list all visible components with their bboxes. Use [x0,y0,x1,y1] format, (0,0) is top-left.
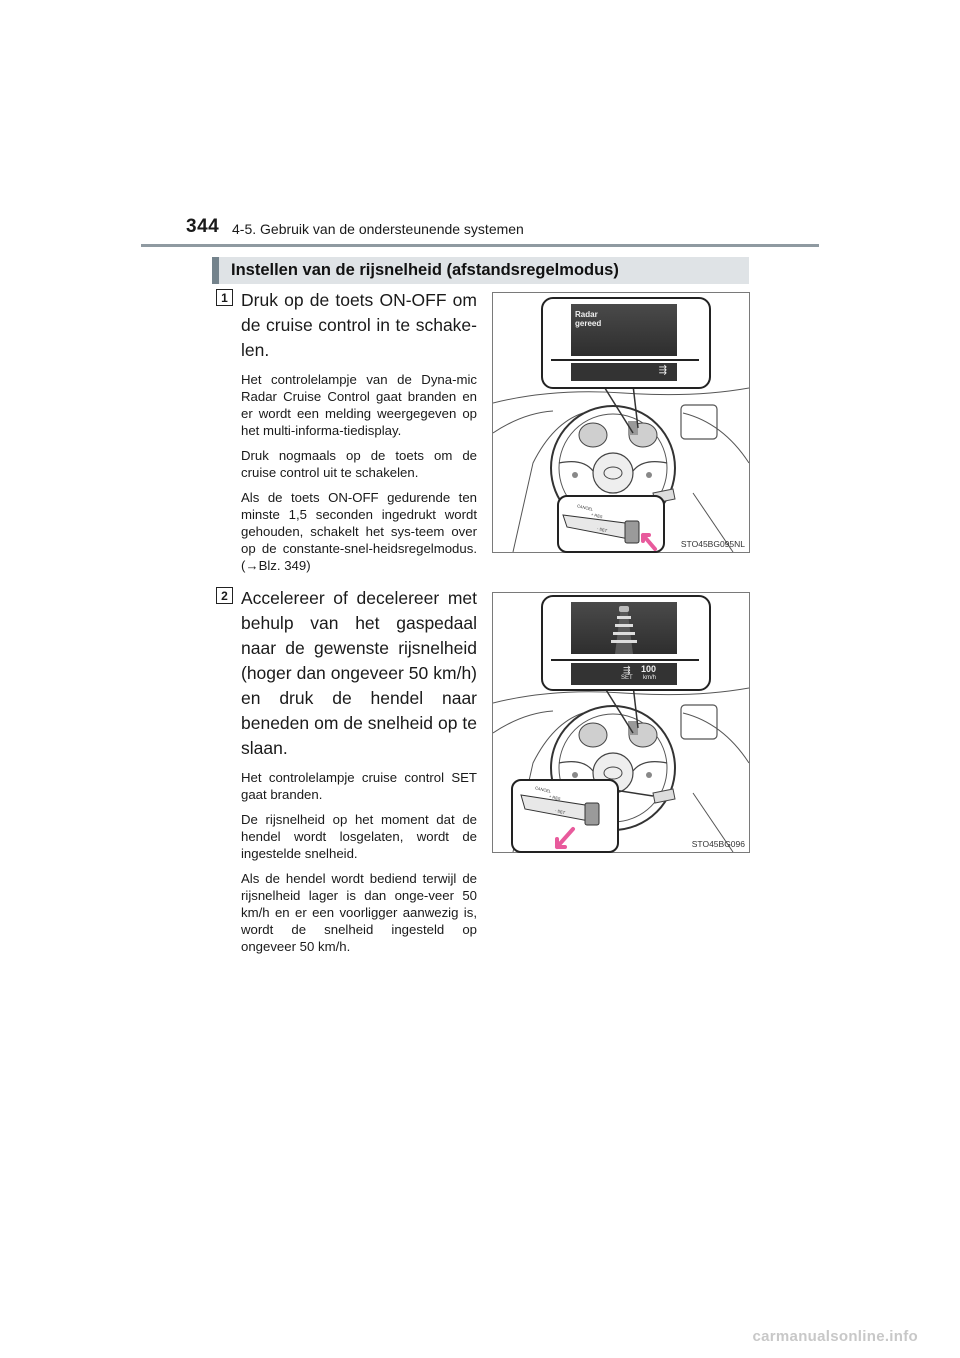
speed-unit: km/h [643,675,657,681]
step-number-badge: 2 [216,587,233,604]
display-divider [551,659,699,661]
multi-information-display-callout [541,297,711,389]
display-indicator-strip [571,363,677,381]
multi-information-display-callout [541,595,711,691]
display-set-speed-strip [571,663,677,685]
step-note: Druk nogmaals op de toets om de cruise control uit te schakelen. [241,448,477,480]
header-divider [141,244,819,247]
set-label: SET [621,675,633,681]
step-2-text-block [241,586,477,963]
radar-cruise-indicator-icon: ⇶ [658,365,667,376]
display-divider [551,359,699,361]
lever-label-cancel: CANCEL [534,785,552,794]
radar-cruise-indicator-icon: ⇶ [623,665,631,675]
display-message: Radar gereed [575,310,602,328]
lever-label-set: - SET [554,807,566,816]
lever-label-res: + RES [548,793,562,802]
lever-label-res: + RES [590,511,604,520]
set-speed-value: 100 [641,664,657,674]
step-instruction: Accelereer of decelereer met behulp van het gaspedaal naar de gewenste rijsnelheid (hoger dan ongeveer 50 km/h) en druk de hendel naar beneden om de snelheid op te slaan. [241,588,477,758]
lever-callout [557,495,665,553]
step-note: Het controlelampje van de Dyna-mic Radar Cruise Control gaat branden en er wordt een melding weergegeven op het multi-informa-tiedisplay. [241,372,477,438]
step-1-text-block [241,288,477,582]
step-number-badge: 1 [216,289,233,306]
section-heading-bar [212,257,749,284]
lever-label-cancel: CANCEL [576,503,594,512]
step-note: Het controlelampje cruise control SET gaat branden. [241,770,477,802]
lever-callout [511,779,619,853]
vehicle-distance-graphic-icon [571,602,677,654]
figure-code: STO45BG095NL [680,539,745,549]
step-note: Als de hendel wordt bediend terwijl de rijsnelheid lager is dan onge-veer 50 km/h en er een voorligger aanwezig is, wordt de snelheid ingesteld op ongeveer 50 km/h. [241,871,477,954]
step-instruction: Druk op de toets ON-OFF om de cruise control in te schake-len. [241,290,477,360]
lever-label-set: - SET [596,525,608,534]
figure-2-illustration [492,592,750,853]
cruise-control-lever-icon [559,497,663,551]
section-title: Instellen van de rijsnelheid (afstandsregelmodus) [231,261,619,279]
step-note: De rijsnelheid op het moment dat de hendel wordt losgelaten, wordt de ingestelde snelheid. [241,812,477,861]
chapter-title: 4-5. Gebruik van de ondersteunende systemen [232,221,524,237]
page-number: 344 [186,216,220,237]
cruise-control-lever-icon [513,781,617,851]
figure-code: STO45BG096 [691,839,745,849]
display-screen [571,304,677,356]
figure-1-illustration [492,292,750,553]
step-note: Als de toets ON-OFF gedurende ten minste 1,5 seconden ingedrukt wordt gehouden, schakelt het sys-teem over op de constante-snel-heidsregelmodus. (→Blz. 349) [241,490,477,573]
display-screen [571,602,677,654]
watermark: carmanualsonline.info [752,1328,918,1345]
